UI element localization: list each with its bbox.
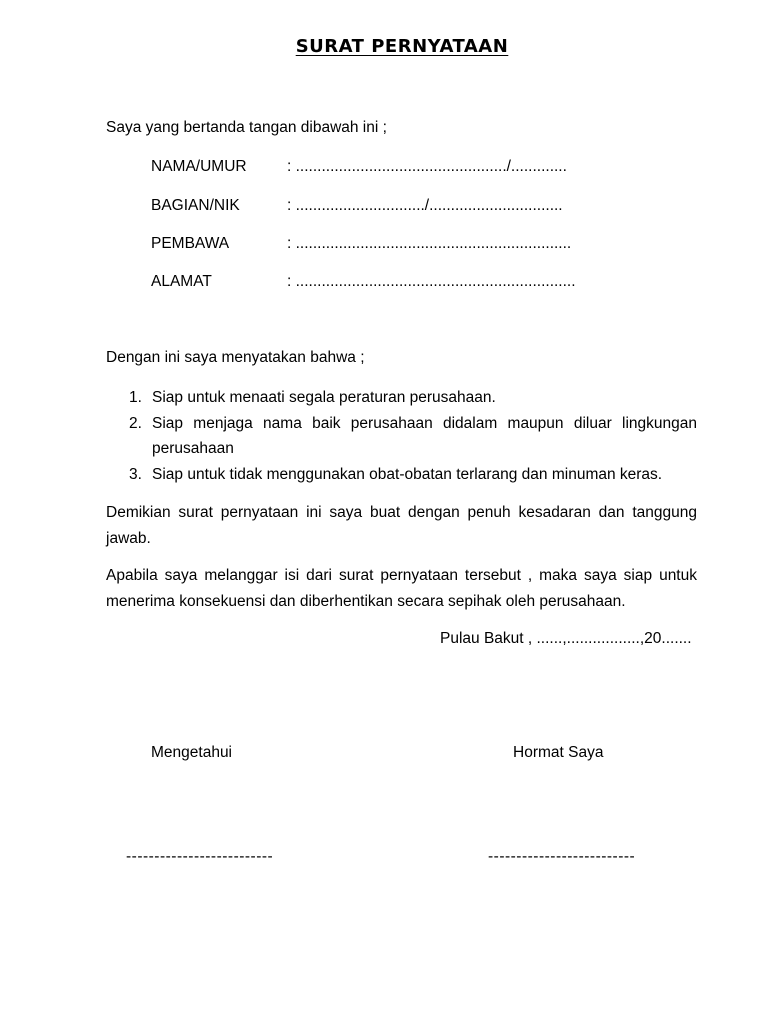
signature-left-label: Mengetahui <box>151 744 233 761</box>
list-item-number: 3. <box>129 465 142 483</box>
list-item-text: Siap untuk tidak menggunakan obat-obatan terlarang dan minuman keras. <box>152 465 663 483</box>
signature-left-line: -------------------------- <box>126 848 274 865</box>
place-date-line: Pulau Bakut , ......,.................,20....... <box>440 630 692 647</box>
list-item-number: 1. <box>129 389 142 406</box>
signature-right-line: -------------------------- <box>488 848 636 865</box>
list-item-text: Siap menjaga nama baik perusahaan didalam maupun diluar lingkungan perusahaan <box>152 414 697 457</box>
signature-right-label: Hormat Saya <box>513 744 604 761</box>
statement-intro: Dengan ini saya menyatakan bahwa ; <box>106 349 365 366</box>
field-value-pembawa: : ................................................................ <box>287 235 572 252</box>
list-item-text: Siap untuk menaati segala peraturan perusahaan. <box>152 389 496 406</box>
field-label-alamat: ALAMAT <box>151 273 212 290</box>
list-item <box>106 385 697 411</box>
field-label-bagian-nik: BAGIAN/NIK <box>151 197 240 214</box>
intro-text: Saya yang bertanda tangan dibawah ini ; <box>106 119 387 136</box>
field-value-alamat: : ................................................................. <box>287 273 576 290</box>
list-item <box>106 462 697 488</box>
field-label-nama-umur: NAMA/UMUR <box>151 158 247 175</box>
document-title: SURAT PERNYATAAN <box>295 36 509 57</box>
list-item-number: 2. <box>129 414 142 432</box>
closing-paragraph-2: Apabila saya melanggar isi dari surat pernyataan tersebut , maka saya siap untuk menerima konsekuensi dan diberhentikan secara sepihak oleh perusahaan. <box>106 567 697 610</box>
list-item <box>106 411 697 462</box>
closing-paragraph-1: Demikian surat pernyataan ini saya buat dengan penuh kesadaran dan tanggung jawab. <box>106 504 697 547</box>
field-value-bagian-nik: : ............................../............................... <box>287 197 563 214</box>
field-label-pembawa: PEMBAWA <box>151 235 230 252</box>
statement-list <box>106 385 697 487</box>
field-value-nama-umur: : ................................................./............. <box>287 158 567 175</box>
